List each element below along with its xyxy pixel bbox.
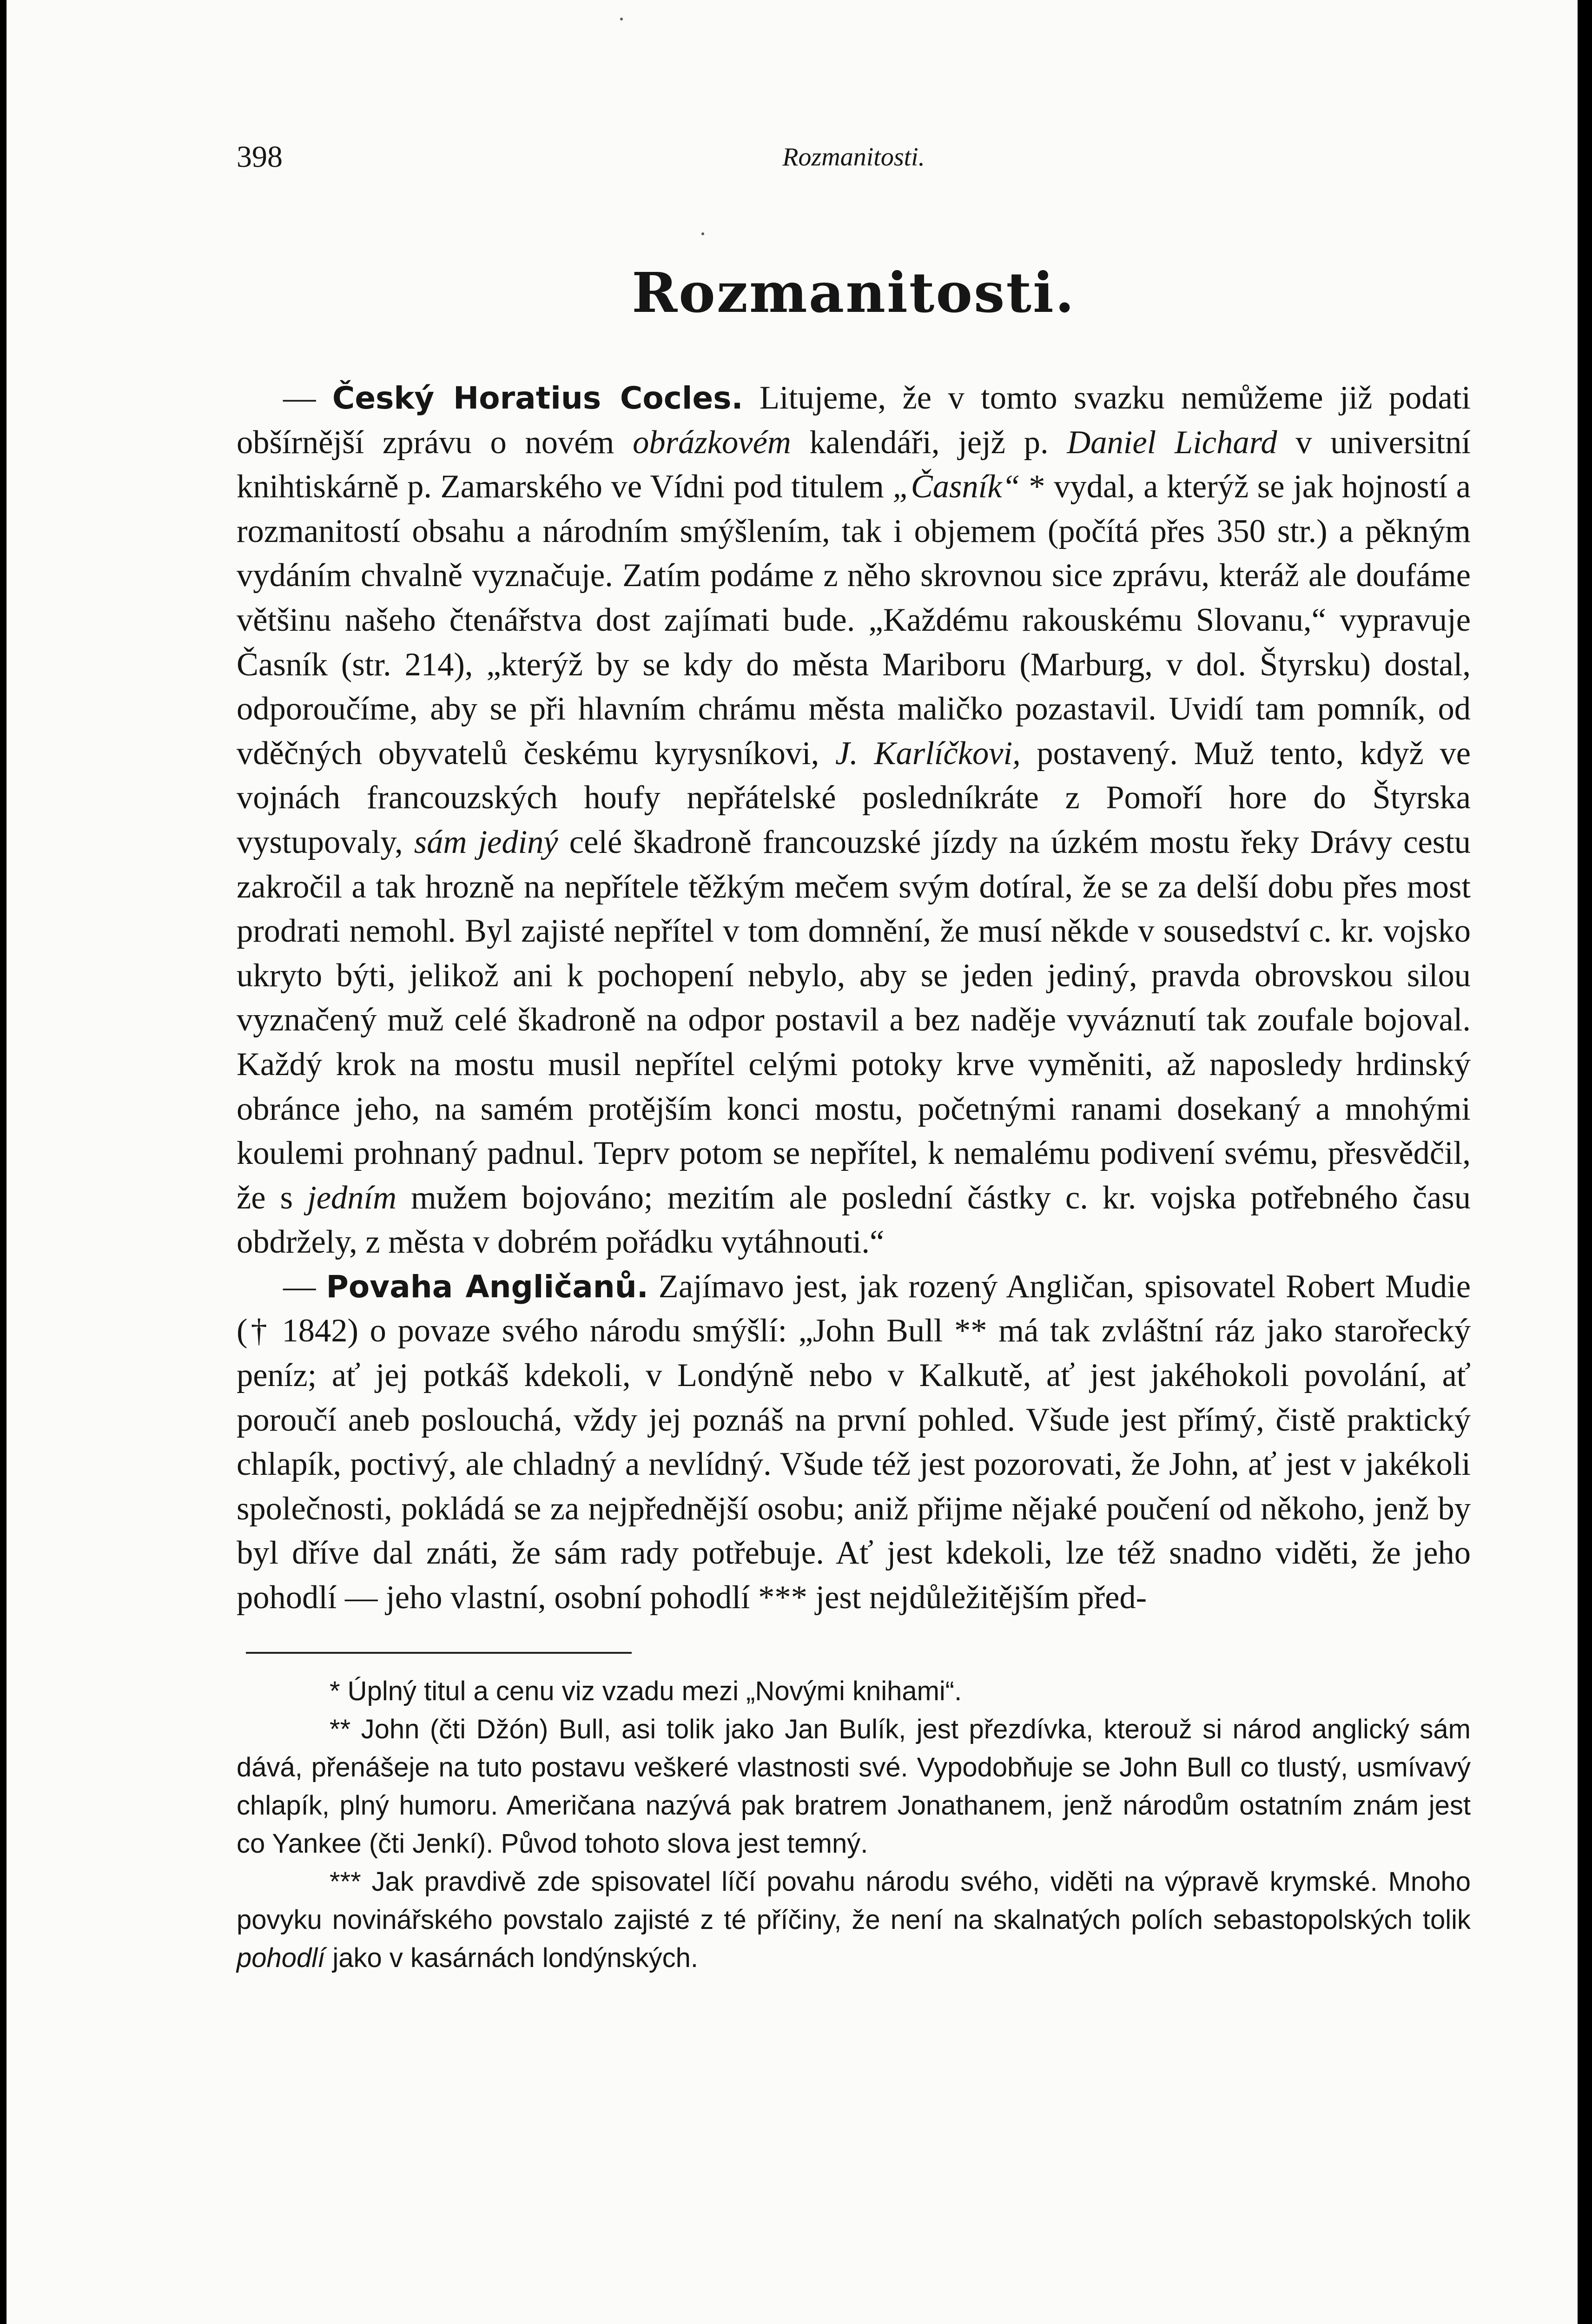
emphasis: „Časník“ xyxy=(892,469,1020,505)
article-paragraph xyxy=(237,376,1471,1265)
scan-speck xyxy=(620,18,623,20)
footnote-rule xyxy=(246,1652,632,1654)
article-body xyxy=(237,376,1471,1620)
footnote: * Úplný titul a cenu viz vzadu mezi „Novými knihami“. xyxy=(330,1676,962,1706)
text-run: *** Jak pravdivě zde spisovatel líčí povahu národu svého, viděti na výpravě krymské. Mnoho povyku novinářského povstalo zajisté z té příčiny, že není na skalnatých polích sebastopolských tolik xyxy=(237,1866,1471,1935)
footnote xyxy=(237,1863,1471,1977)
article-heading: Český Horatius Cocles. xyxy=(332,380,743,416)
emphasis: pohodlí xyxy=(237,1942,325,1973)
text-run: celé škadroně francouzské jízdy na úzkém mostu řeky Drávy cestu zakročil a tak hrozně na nepřítele těžkým mečem svým dotíral, že se za delší dobu přes most prodrati nemohl. Byl zajisté nepřítel v tom domnění, že musí někde v sousedství c. kr. vojsko ukryto býti, jelikož ani k pochopení nebylo, aby se jeden jediný, pravda obrovskou silou vyznačený muž celé škadroně na odpor postavil a bez naděje vyváznutí tak zoufale bojoval. Každý krok na mostu musil nepřítel celými potoky krve vyměniti, až naposledy hrdinský obránce jeho, na samém protějším konci mostu, početnými ranami dosekaný a mnohými koulemi prohnaný padnul. Teprv potom se nepřítel, k nemalému podivení svému, přesvědčil, že s xyxy=(237,824,1471,1216)
emphasis: jedním xyxy=(307,1179,396,1216)
text-run: mužem bojováno; mezitím ale poslední částky c. kr. vojska potřebného času obdržely, z města v dobrém pořádku vytáhnouti.“ xyxy=(237,1179,1471,1261)
article-heading: Povaha Angličanů. xyxy=(326,1268,648,1305)
page-number: 398 xyxy=(237,140,283,174)
emphasis: Daniel Lichard xyxy=(1067,424,1277,461)
text-run: v universitní knihtiskárně p. Zamarského ve Vídni pod titulem xyxy=(237,424,1471,505)
article-paragraph xyxy=(237,1265,1471,1620)
running-title: Rozmanitosti. xyxy=(782,143,925,172)
page-content xyxy=(237,139,1471,1977)
text-run: Zajímavo jest, jak rozený Angličan, spisovatel Robert Mudie († 1842) o povaze svého národu smýšlí: „John Bull ** má tak zvláštní ráz jako starořecký peníz; ať jej potkáš kdekoli, v Londýně nebo v Kalkutě, ať jest jakéhokoli povolání, ať poroučí aneb poslouchá, vždy jej poznáš na první pohled. Všude jest přímý, čistě praktický chlapík, poctivý, ale chladný a nevlídný. Všude též jest pozorovati, že John, ať jest v jakékoli společnosti, pokládá se za nejpřednější osobu; aniž přijme nějaké poučení od někoho, jenž by byl dříve dal znáti, že sám rady potřebuje. Ať jest kdekoli, lze též snadno viděti, že jeho pohodlí — jeho vlastní, osobní pohodlí *** jest nejdůležitějším před- xyxy=(237,1268,1471,1616)
text-run: Litujeme, že v tomto svazku nemůžeme již podati obšírnější zprávu o novém xyxy=(237,380,1471,461)
footnote: ** John (čti Džón) Bull, asi tolik jako Jan Bulík, jest přezdívka, kterouž si národ anglický sám dává, přenášeje na tuto postavu veškeré vlastnosti své. Vypodobňuje se John Bull co tlustý, usmívavý chlapík, plný humoru. Američana nazývá pak bratrem Jonathanem, jenž národům ostatním znám jest co Yankee (čti Jenkí). Původ tohoto slova jest temný. xyxy=(237,1714,1471,1859)
page-sheet xyxy=(7,0,1578,2324)
emphasis: J. Karlíčkovi, xyxy=(835,735,1021,772)
text-run: jako v kasárnách londýnských. xyxy=(325,1942,699,1973)
text-run: postavený. Muž tento, když ve vojnách francouzských houfy nepřátelské posledníkráte z Pomoří hore do Štyrska vystupovaly, xyxy=(237,735,1471,860)
footnotes xyxy=(237,1672,1471,1977)
emphasis: obrázkovém xyxy=(633,424,791,461)
dash: — xyxy=(283,380,332,416)
text-run: kalendáři, jejž p. xyxy=(791,424,1067,461)
emphasis: sám jediný xyxy=(414,824,558,860)
running-header xyxy=(237,139,1471,181)
section-title: Rozmanitosti. xyxy=(632,260,1076,325)
text-run: * vydal, a kterýž se jak hojností a rozmanitostí obsahu a národním smýšlením, tak i objemem (počítá přes 350 str.) a pěkným vydáním chvalně vyznačuje. Zatím podáme z něho skrovnou sice zprávu, kteráž ale doufáme většinu našeho čtenářstva dost zajímati bude. „Každému rakouskému Slovanu,“ vypravuje Časník (str. 214), „kterýž by se kdy do města Mariboru (Marburg, v dol. Štyrsku) dostal, odporoučíme, aby se při hlavním chrámu města maličko pozastavil. Uvidí tam pomník, od vděčných obyvatelů českému kyrysníkovi, xyxy=(237,469,1471,772)
dash: — xyxy=(283,1268,326,1305)
